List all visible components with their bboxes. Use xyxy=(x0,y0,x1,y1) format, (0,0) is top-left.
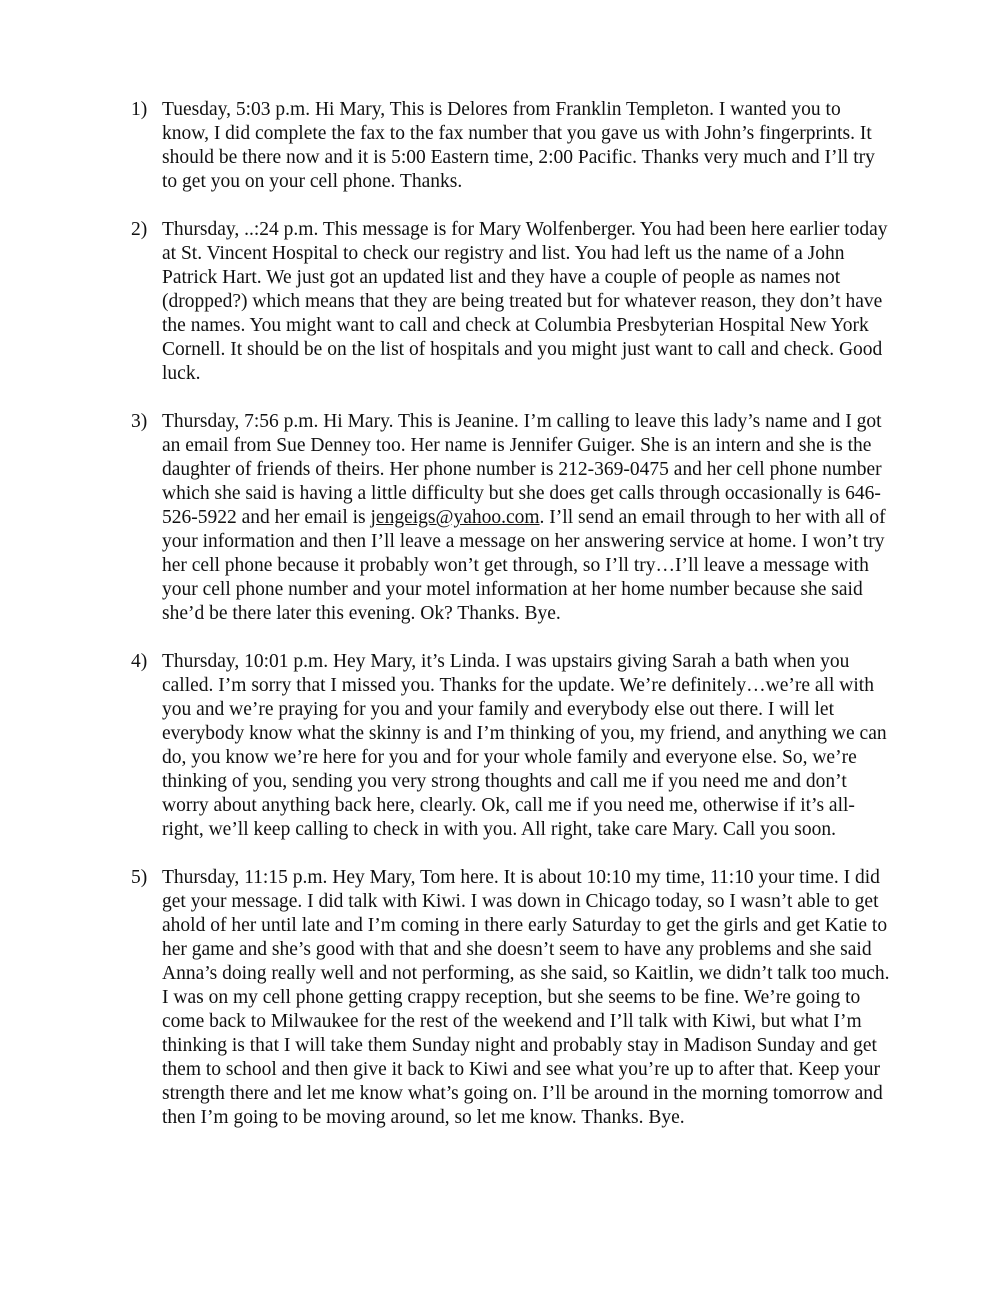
message-number: 2) xyxy=(131,219,148,240)
message-number: 4) xyxy=(131,651,148,672)
message-item-2 xyxy=(131,218,891,386)
email-link[interactable]: jengeigs@yahoo.com xyxy=(370,507,540,528)
message-text-before-email: Thursday, 7:56 p.m. Hi Mary. This is Jeanine. I’m calling to leave this lady’s name and I got an email from Sue Denney too. Her name is Jennifer Guiger. She is an intern and she is the daughter of friends of theirs. Her phone number is 212-369-0475 and her cell phone number which she said is having a little difficulty but she does get calls through occasionally is 646-526-5922 and her email is xyxy=(162,411,882,528)
message-number: 1) xyxy=(131,99,148,120)
message-number: 5) xyxy=(131,867,148,888)
message-text: Tuesday, 5:03 p.m. Hi Mary, This is Delores from Franklin Templeton. I wanted you to know, I did complete the fax to the fax number that you gave us with John’s fingerprints. It should be there now and it is 5:00 Eastern time, 2:00 Pacific. Thanks very much and I’ll try to get you on your cell phone. Thanks. xyxy=(162,99,875,192)
message-text: Thursday, 11:15 p.m. Hey Mary, Tom here. It is about 10:10 my time, 11:10 your time. I did get your message. I did talk with Kiwi. I was down in Chicago today, so I wasn’t able to get ahold of her until late and I’m coming in there early Saturday to get the girls and get Katie to her game and she’s good with that and she doesn’t seem to have any problems and she said Anna’s doing really well and not performing, as she said, so Kaitlin, we didn’t talk too much. I was on my cell phone getting crappy reception, but she seems to be fine. We’re going to come back to Milwaukee for the rest of the weekend and I’ll talk with Kiwi, but what I’m thinking is that I will take them Sunday night and probably stay in Madison Sunday and get them to school and then give it back to Kiwi and see what you’re up to after that. Keep your strength there and let me know what’s going on. I’ll be around in the morning tomorrow and then I’m going to be moving around, so let me know. Thanks. Bye. xyxy=(162,867,890,1128)
message-item-1 xyxy=(131,98,891,194)
message-text: Thursday, 10:01 p.m. Hey Mary, it’s Linda. I was upstairs giving Sarah a bath when you called. I’m sorry that I missed you. Thanks for the update. We’re definitely…we’re all with you and we’re praying for you and your family and everybody else out there. I will let everybody know what the skinny is and I’m thinking of you, my friend, and anything we can do, you know we’re here for you and for your whole family and everyone else. So, we’re thinking of you, sending you very strong thoughts and call me if you need me and don’t worry about anything back here, clearly. Ok, call me if you need me, otherwise if it’s all-right, we’ll keep calling to check in with you. All right, take care Mary. Call you soon. xyxy=(162,651,887,840)
message-number: 3) xyxy=(131,411,148,432)
message-item-5 xyxy=(131,866,891,1130)
message-text-after-email: . I’ll send an email through to her with all of your information and then I’ll leave a message on her answering service at home. I won’t try her cell phone because it probably won’t get through, so I’ll try…I’ll leave a message with your cell phone number and your motel information at her home number because she said she’d be there later this evening. Ok? Thanks. Bye. xyxy=(162,507,886,624)
message-text xyxy=(162,410,891,626)
message-item-3 xyxy=(131,410,891,626)
message-item-4 xyxy=(131,650,891,842)
voicemail-transcript-list xyxy=(131,98,891,1130)
message-text: Thursday, ..:24 p.m. This message is for Mary Wolfenberger. You had been here earlier today at St. Vincent Hospital to check our registry and list. You had left us the name of a John Patrick Hart. We just got an updated list and they have a couple of people as names not (dropped?) which means that they are being treated but for whatever reason, they don’t have the names. You might want to call and check at Columbia Presbyterian Hospital New York Cornell. It should be on the list of hospitals and you might just want to call and check. Good luck. xyxy=(162,219,888,384)
